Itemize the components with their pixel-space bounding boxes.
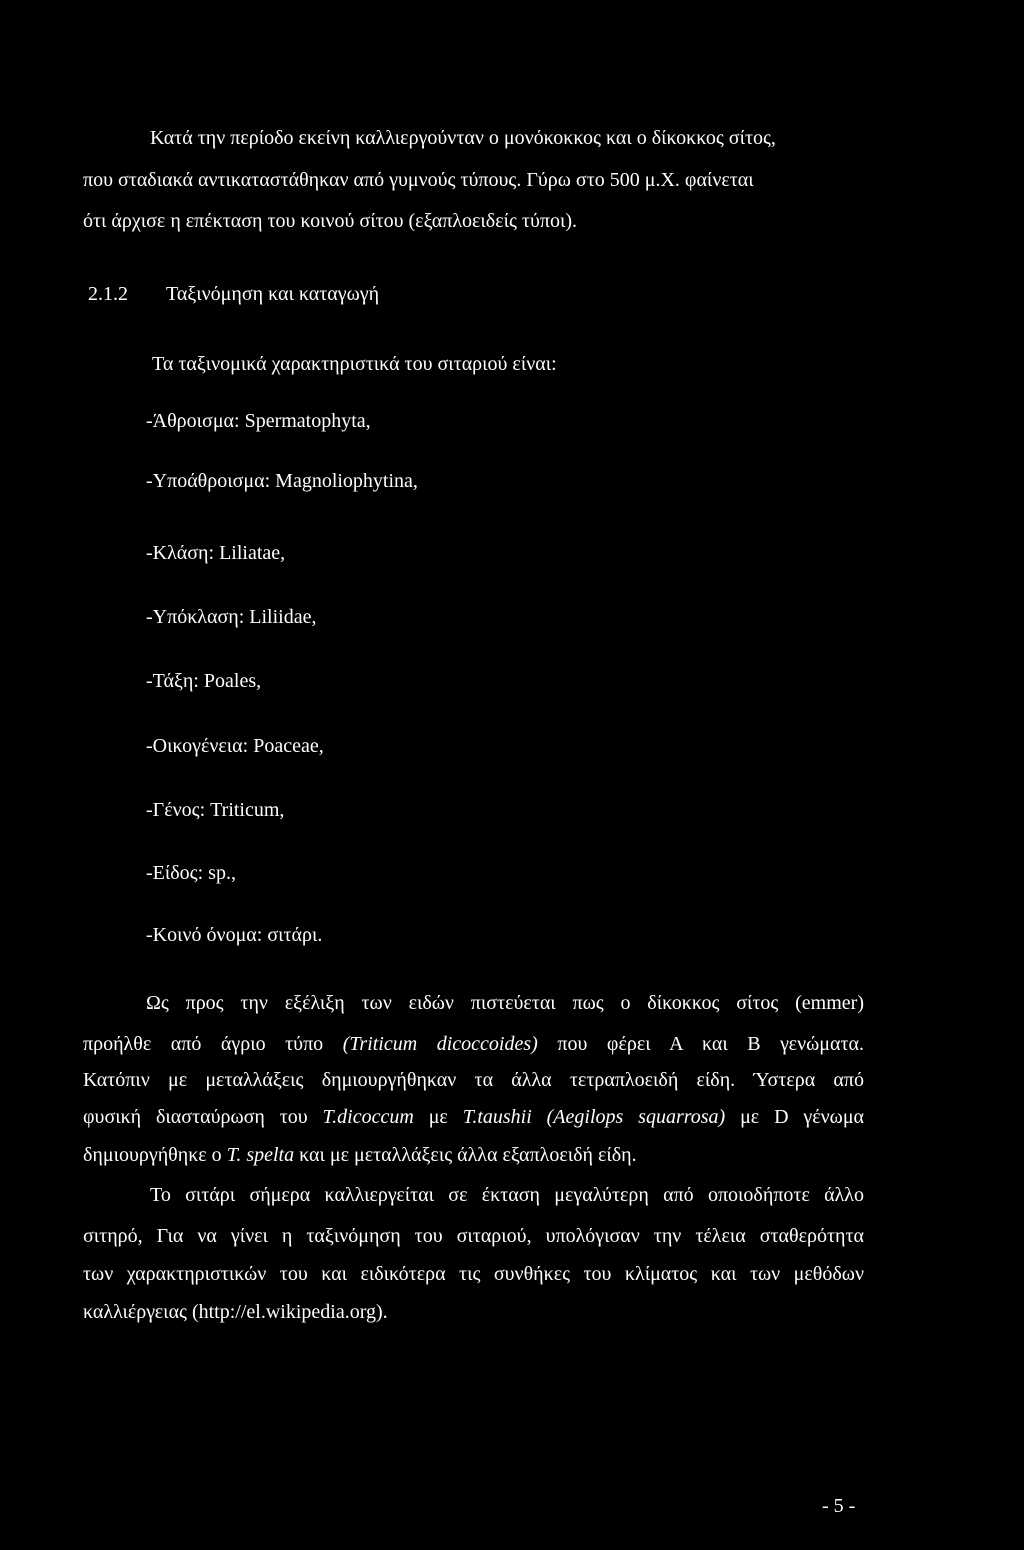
evolution-line-2-text-a: προήλθε από άγριο τύπο [83, 1033, 343, 1055]
taxonomy-item-class: -Κλάση: Liliatae, [146, 542, 286, 564]
evolution-line-4-text-a: φυσική διασταύρωση του [83, 1106, 323, 1128]
taxonomy-item-genus: -Γένος: Triticum, [146, 799, 285, 821]
intro-line-2: που σταδιακά αντικαταστάθηκαν από γυμνούς τύπους. Γύρω στο 500 μ.Χ. φαίνεται [83, 169, 754, 191]
taxonomy-item-subclass: -Υπόκλαση: Liliidae, [146, 606, 317, 628]
evolution-line-4-text-e: με D γένωμα [725, 1106, 865, 1128]
evolution-line-5-text-a: δημιουργήθηκε ο [83, 1144, 227, 1166]
intro-line-1: Κατά την περίοδο εκείνη καλλιεργούνταν ο μονόκοκκος και ο δίκοκκος σίτος, [150, 127, 776, 149]
cultivation-line-4: καλλιέργειας (http://el.wikipedia.org). [83, 1301, 388, 1323]
cultivation-line-1: Το σιτάρι σήμερα καλλιεργείται σε έκταση μεγαλύτερη από οποιοδήποτε άλλο [150, 1184, 864, 1206]
evolution-line-4-text-c: με [413, 1106, 463, 1128]
taxonomy-item-subphylum: -Υποάθροισμα: Magnoliophytina, [146, 470, 418, 492]
evolution-species-dicoccoides: (Triticum dicoccoides) [342, 1033, 538, 1055]
taxonomy-item-species: -Είδος: sp., [146, 862, 236, 884]
cultivation-line-3: των χαρακτηριστικών του και ειδικότερα τις συνθήκες του κλίματος και των μεθόδων [83, 1263, 864, 1285]
section-title: Ταξινόμηση και καταγωγή [166, 283, 380, 305]
evolution-line-4 [83, 1107, 864, 1127]
intro-line-3: ότι άρχισε η επέκταση του κοινού σίτου (εξαπλοειδείς τύποι). [83, 210, 577, 232]
cultivation-line-2: σιτηρό, Για να γίνει η ταξινόμηση του σιταριού, υπολόγισαν την τέλεια σταθερότητα [83, 1225, 864, 1247]
evolution-line-3: Κατόπιν με μεταλλάξεις δημιουργήθηκαν τα άλλα τετραπλοειδή είδη. Ύστερα από [83, 1069, 864, 1091]
section-number: 2.1.2 [88, 283, 128, 305]
taxonomy-item-common-name: -Κοινό όνομα: σιτάρι. [146, 924, 323, 946]
evolution-line-2 [83, 1034, 864, 1054]
taxonomy-item-order: -Τάξη: Poales, [146, 670, 262, 692]
taxonomy-intro: Τα ταξινομικά χαρακτηριστικά του σιταριού είναι: [152, 353, 557, 375]
evolution-line-2-text-c: που φέρει Α και Β γενώματα. [537, 1033, 864, 1055]
taxonomy-item-phylum: -Άθροισμα: Spermatophyta, [146, 410, 371, 432]
taxonomy-item-family: -Οικογένεια: Poaceae, [146, 735, 324, 757]
evolution-line-5 [83, 1145, 637, 1165]
evolution-species-dicoccum: T.dicoccum [322, 1106, 414, 1128]
evolution-line-1: Ως προς την εξέλιξη των ειδών πιστεύεται πως ο δίκοκκος σίτος (emmer) [146, 992, 864, 1014]
evolution-species-taushii: T.taushii (Aegilops squarrosa) [462, 1106, 726, 1128]
page-number: - 5 - [822, 1495, 856, 1517]
evolution-line-5-text-c: και με μεταλλάξεις άλλα εξαπλοειδή είδη. [294, 1144, 637, 1166]
evolution-species-spelta: T. spelta [226, 1144, 295, 1166]
